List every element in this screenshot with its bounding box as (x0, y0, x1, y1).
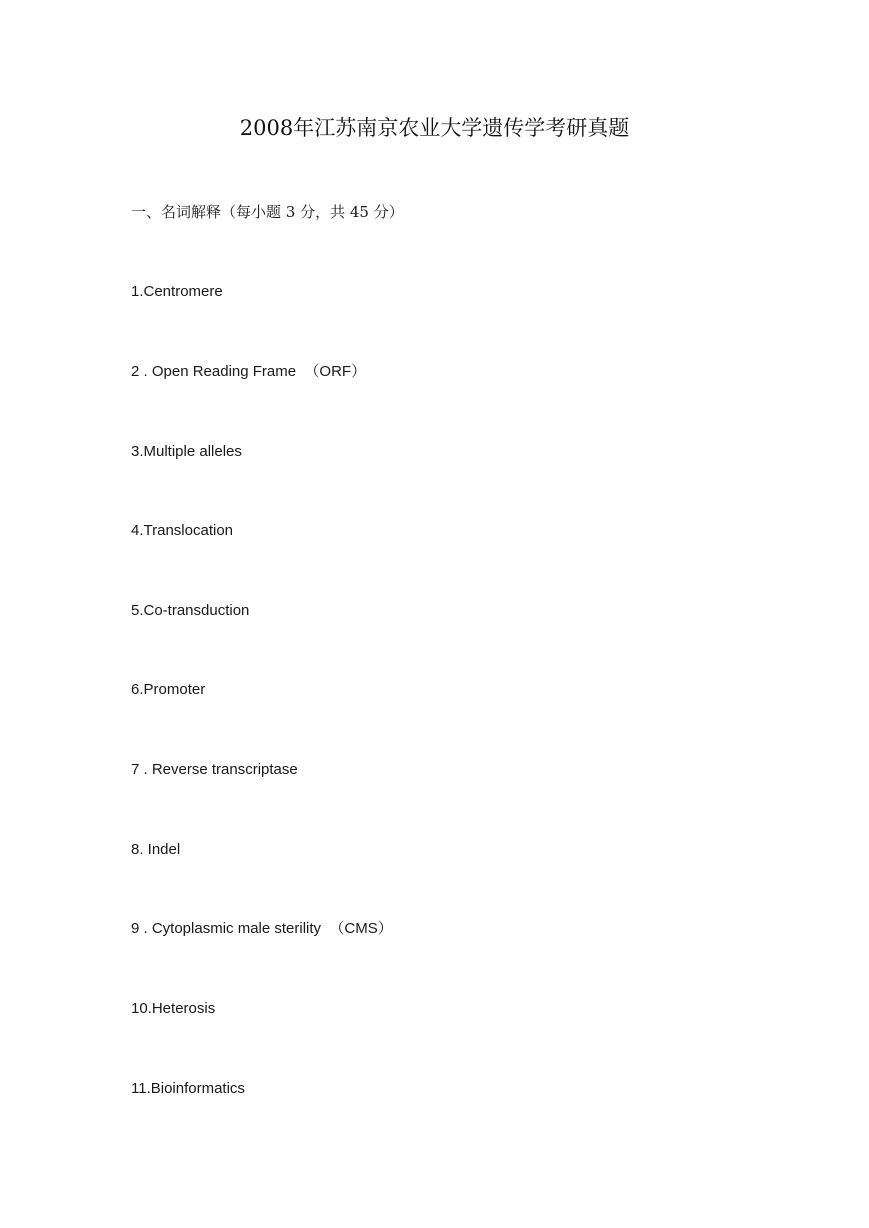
term-item: 10.Heterosis (131, 1000, 216, 1017)
term-item: 2 . Open Reading Frame （ORF） (131, 363, 367, 380)
section-heading: 一、名词解释（每小题 3 分，共 45 分） (131, 203, 404, 221)
term-item: 5.Co-transduction (131, 602, 250, 619)
term-item: 8. Indel (131, 841, 181, 858)
term-item: 9 . Cytoplasmic male sterility （CMS） (131, 920, 393, 937)
term-item: 6.Promoter (131, 681, 206, 698)
term-item: 7 . Reverse transcriptase (131, 761, 298, 778)
term-item: 4.Translocation (131, 522, 233, 539)
document-title: 2008年江苏南京农业大学遗传学考研真题 (239, 116, 630, 140)
term-item: 11.Bioinformatics (131, 1080, 245, 1097)
term-item: 3.Multiple alleles (131, 443, 242, 460)
term-item: 1.Centromere (131, 283, 223, 300)
